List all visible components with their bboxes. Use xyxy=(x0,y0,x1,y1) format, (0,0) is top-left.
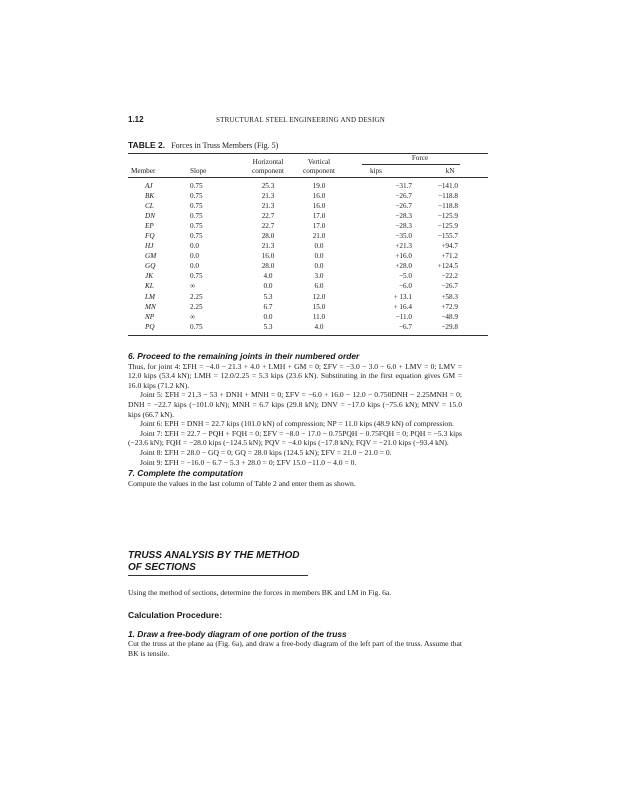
horizontal-column: 25.3 21.3 21.3 22.7 22.7 28.0 21.3 16.0 28.0 4.0 0.0 5.3 6.7 0.0 5.3 xyxy=(261,182,275,331)
kips-column: −31.7 −26.7 −26.7 −28.3 −28.3 −35.0 +21.3 +16.0 +28.0 −5.0 −6.0 + 13.1 + 16.4 −11.0 −6.7 xyxy=(393,182,412,331)
calc-block xyxy=(128,611,462,658)
step6-joint6: Joint 6: EPH = DNH = 22.7 kips (101.0 kN) of compression; NP = 11.0 kips (48.9 kN) of compression. xyxy=(140,419,454,429)
vertical-column: 19.0 16.0 16.0 17.0 17.0 21.0 0.0 0.0 0.0 3.0 6.0 12.0 15.0 11.0 4.0 xyxy=(312,182,326,331)
slope-column: 0.75 0.75 0.75 0.75 0.75 0.75 0.0 0.0 0.0 0.75 ∞ 2.25 2.25 ∞ 0.75 xyxy=(190,182,203,331)
table-caption xyxy=(128,140,278,150)
step1-text: Cut the truss at the plane aa (Fig. 6a), and draw a free-body diagram of the left part of the truss. Assume that BK is tensile. xyxy=(128,639,462,658)
header-vertical: Vertical component xyxy=(303,158,335,175)
page-number: 1.12 xyxy=(128,115,144,124)
force-header-rule xyxy=(362,164,460,165)
member-column: AJ BK CL DN EP FQ HJ GM GQ JK KL LM MN NP PQ xyxy=(145,182,157,331)
header-slope: Slope xyxy=(190,167,207,175)
step6-heading: 6. Proceed to the remaining joints in their numbered order xyxy=(128,351,360,361)
table-bottom-rule xyxy=(128,335,488,336)
step6-joint8: Joint 8: ΣFH = 28.0 − GQ = 0; GQ = 28.0 kips (124.5 kN); ΣFV = 21.0 − 21.0 = 0. xyxy=(140,447,392,457)
step7-heading: 7. Complete the computation xyxy=(128,468,243,479)
step1-heading: 1. Draw a free-body diagram of one portion of the truss xyxy=(128,628,347,639)
table-caption-text: Forces in Truss Members (Fig. 5) xyxy=(171,141,279,150)
running-title: STRUCTURAL STEEL ENGINEERING AND DESIGN xyxy=(216,116,386,124)
section-heading-rule xyxy=(128,575,308,576)
header-force: Force xyxy=(411,154,429,162)
step6-block xyxy=(128,352,462,488)
kn-column: −141.0 −118.8 −118.8 −125.9 −125.9 −155.7 +94.7 +71.2 +124.5 −22.2 −26.7 +58.3 +72.9 −48.9 −29.8 xyxy=(437,182,458,331)
calc-heading: Calculation Procedure: xyxy=(128,610,223,620)
header-horizontal: Horizontal component xyxy=(252,158,284,175)
step7-text: Compute the values in the last column of Table 2 and enter them as shown. xyxy=(128,478,356,488)
step6-joint7: Joint 7: ΣFH = 22.7 − PQH + FQH = 0; ΣFV = −8.0 − 17.0 − 0.75PQH − 0.75FQH = 0; PQH = −5.3 kips (−23.6 kN); FQH = −28.0 kips (−124.5 kN); PQV = −4.0 kips (−17.8 kN); FQV = −21.0 kips (−93.4 kN). xyxy=(128,428,462,448)
step6-joint5: Joint 5: ΣFH = 21.3 − 53 + DNH + MNH = 0; ΣFV = −6.0 + 16.0 − 12.0 − 0.750DNH − 2.25MNH = 0; DNH = −22.7 kips (−101.0 kN); MNH = 6.7 kips (29.8 kN); DNV = −17.0 kips (−75.6 kN); MNV = 15.0 kips (66.7 kN). xyxy=(128,390,462,419)
header-kips: kips xyxy=(370,167,382,175)
header-kn: kN xyxy=(445,167,455,175)
header-member: Member xyxy=(131,167,156,175)
section-heading: TRUSS ANALYSIS BY THE METHOD OF SECTIONS xyxy=(128,550,300,573)
table-label: TABLE 2. xyxy=(128,140,166,150)
step6-joint9: Joint 9: ΣFH = −16.0 − 6.7 − 5.3 + 28.0 = 0; ΣFV 15.0 −11.0 − 4.0 = 0. xyxy=(140,457,357,467)
step6-joint4: Thus, for joint 4: ΣFH = −4.0 − 21.3 + 4.0 + LMH + GM = 0; ΣFV = −3.0 − 3.0 − 6.0 + LMV = 0; LMV = 12.0 kips (53.4 kN); LMH = 12.0/2.25 = 5.3 kips (23.6 kN). Substituting in the first equation gives GM = 16.0 kips (71.2 kN). xyxy=(128,361,462,390)
section-intro: Using the method of sections, determine the forces in members BK and LM in Fig. 6a. xyxy=(128,588,392,597)
header-bottom-rule xyxy=(128,177,488,178)
